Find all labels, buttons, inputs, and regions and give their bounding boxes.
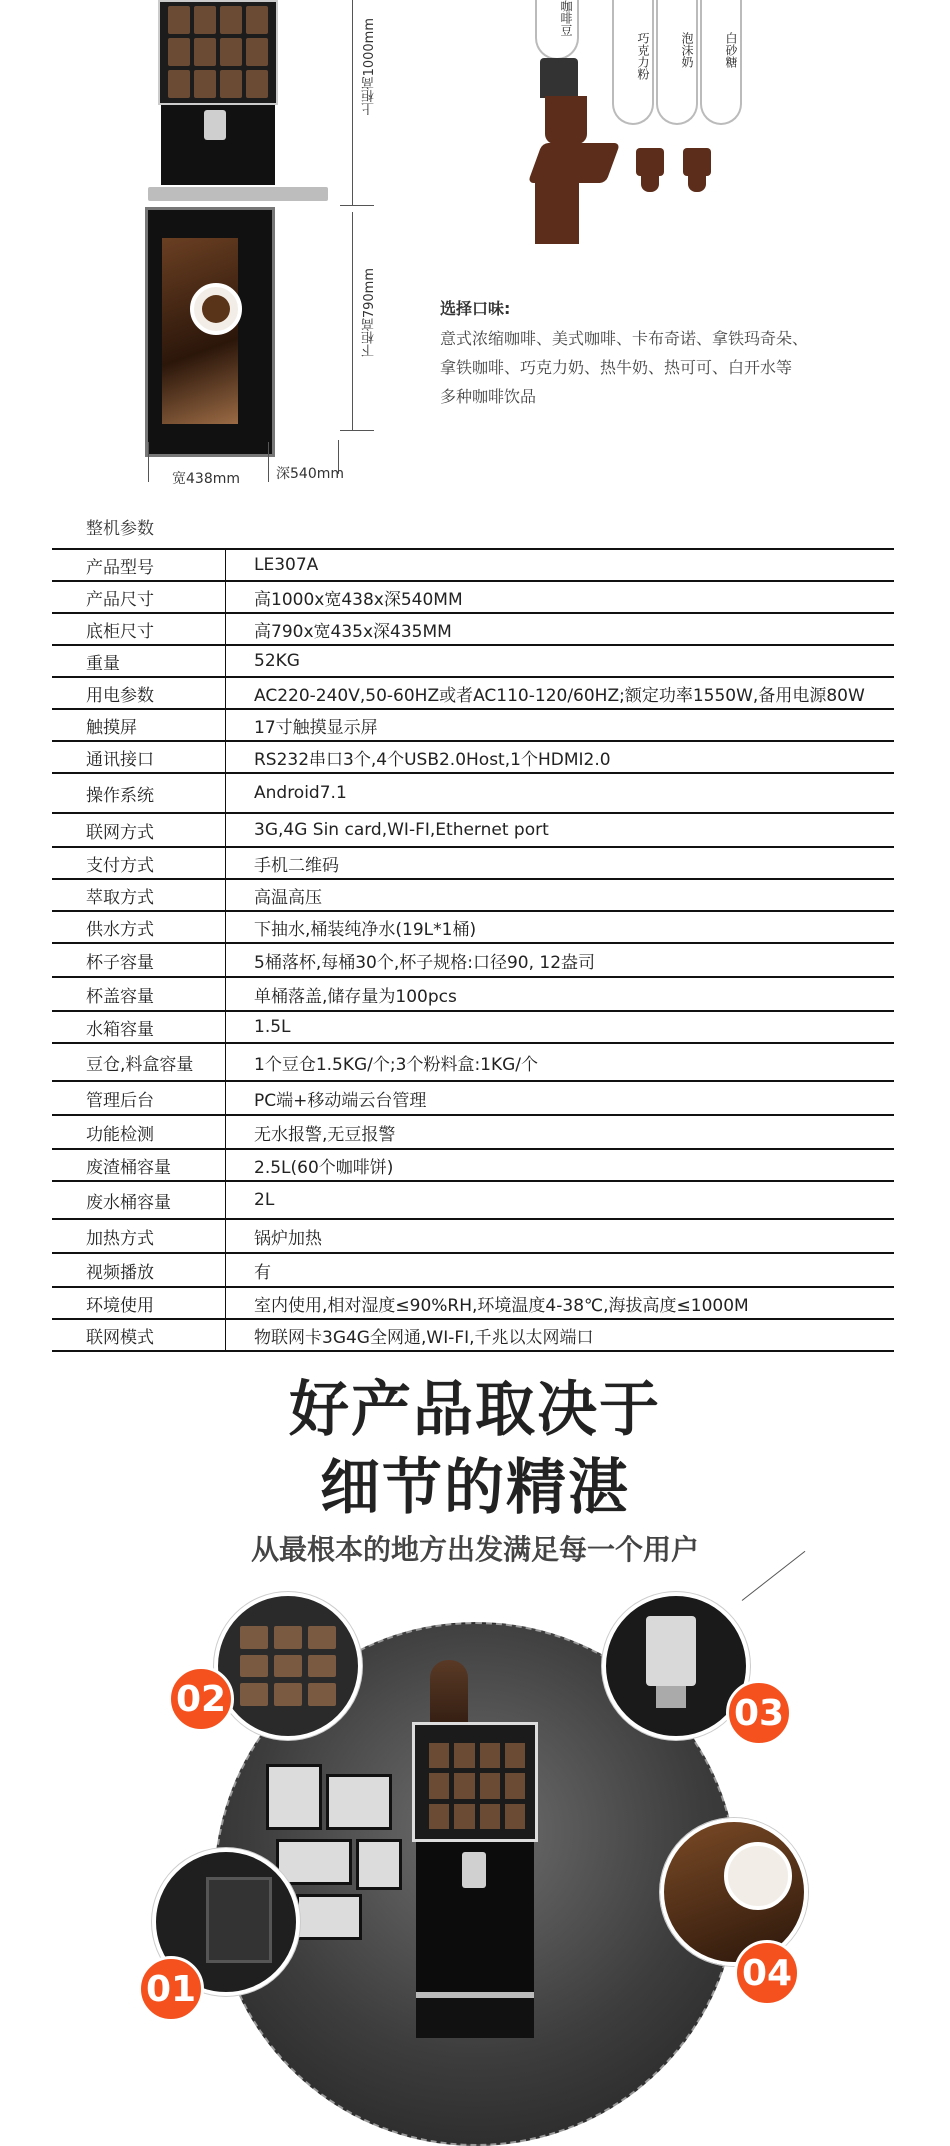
spec-row bbox=[52, 1012, 894, 1044]
spec-value: PC端+移动端云台管理 bbox=[254, 1090, 427, 1111]
spec-title: 整机参数 bbox=[86, 519, 154, 539]
headline-line-2: 细节的精湛 bbox=[320, 1453, 630, 1523]
mixer-outlet-icon bbox=[641, 176, 659, 192]
spec-label: 操作系统 bbox=[52, 774, 226, 812]
spec-value: 有 bbox=[254, 1262, 271, 1283]
spec-value: 单桶落盖,储存量为100pcs bbox=[254, 986, 457, 1007]
wall-frame bbox=[266, 1764, 322, 1830]
spec-value: 1个豆仓1.5KG/个;3个粉料盒:1KG/个 bbox=[254, 1054, 539, 1075]
coffee-cup-icon bbox=[190, 283, 242, 335]
showcase-cabinet bbox=[416, 1992, 534, 2038]
spec-label: 产品尺寸 bbox=[52, 582, 226, 612]
spec-label: 功能检测 bbox=[52, 1116, 226, 1148]
flavor-line: 多种咖啡饮品 bbox=[440, 387, 537, 406]
mixer-icon bbox=[683, 148, 711, 176]
spec-row bbox=[52, 646, 894, 678]
spec-row bbox=[52, 548, 894, 582]
spec-value: 2.5L(60个咖啡饼) bbox=[254, 1157, 394, 1178]
wall-frame bbox=[276, 1839, 352, 1885]
detail-coffee-circle bbox=[660, 1818, 808, 1966]
spec-row bbox=[52, 1044, 894, 1082]
spec-value: 17寸触摸显示屏 bbox=[254, 717, 378, 738]
width-label: 宽438mm bbox=[172, 471, 240, 487]
spec-label: 萃取方式 bbox=[52, 880, 226, 910]
brewer-icon bbox=[545, 96, 587, 144]
spec-value: 物联网卡3G4G全网通,WI-FI,千兆以太网端口 bbox=[254, 1327, 594, 1348]
showcase-machine bbox=[412, 1722, 538, 2025]
spec-row bbox=[52, 678, 894, 710]
spec-label: 底柜尺寸 bbox=[52, 614, 226, 644]
flavor-line: 拿铁咖啡、巧克力奶、热牛奶、热可可、白开水等 bbox=[440, 358, 793, 377]
spec-label: 产品型号 bbox=[52, 550, 226, 580]
spec-label: 加热方式 bbox=[52, 1220, 226, 1252]
sub-headline: 从最根本的地方出发满足每一个用户 bbox=[250, 1533, 699, 1566]
chocolate-label: 巧克力粉 bbox=[636, 32, 650, 80]
mixer-icon bbox=[636, 148, 664, 176]
dim-tick bbox=[268, 442, 269, 482]
spec-label: 供水方式 bbox=[52, 912, 226, 942]
spec-row bbox=[52, 1150, 894, 1182]
showcase-screen bbox=[412, 1722, 538, 1842]
lower-height-label: 下柜高790mm bbox=[362, 268, 377, 358]
spec-label: 杯盖容量 bbox=[52, 978, 226, 1010]
spec-value: AC220-240V,50-60HZ或者AC110-120/60HZ;额定功率1550W,备用电源80W bbox=[254, 685, 865, 706]
spec-label: 废渣桶容量 bbox=[52, 1150, 226, 1180]
dim-tick bbox=[340, 430, 374, 431]
beans-label: 咖啡豆 bbox=[559, 0, 573, 36]
dim-tick bbox=[148, 442, 149, 482]
spec-row bbox=[52, 582, 894, 614]
chocolate-canister bbox=[612, 0, 654, 125]
spec-row bbox=[52, 1254, 894, 1288]
spec-value: LE307A bbox=[254, 555, 319, 575]
spec-row bbox=[52, 1320, 894, 1352]
wall-frame bbox=[296, 1894, 362, 1940]
spec-row bbox=[52, 742, 894, 774]
funnel-icon bbox=[528, 143, 621, 183]
spec-label: 杯子容量 bbox=[52, 944, 226, 976]
cabinet-shelf bbox=[148, 187, 328, 201]
badge-04: 04 bbox=[734, 1940, 800, 2006]
mixer-outlet-icon bbox=[688, 176, 706, 192]
spec-row bbox=[52, 848, 894, 880]
spec-value: 下抽水,桶装纯净水(19L*1桶) bbox=[254, 919, 477, 940]
chute-icon bbox=[535, 180, 579, 244]
spec-value: 高790x宽435x深435MM bbox=[254, 621, 452, 642]
badge-03: 03 bbox=[726, 1680, 792, 1746]
dim-tick bbox=[340, 205, 374, 206]
spec-row bbox=[52, 912, 894, 944]
sugar-label: 白砂糖 bbox=[724, 32, 738, 68]
spec-row bbox=[52, 1220, 894, 1254]
spec-label: 水箱容量 bbox=[52, 1012, 226, 1042]
spec-value: 无水报警,无豆报警 bbox=[254, 1124, 396, 1145]
spec-value: 室内使用,相对湿度≤90%RH,环境温度4-38℃,海拔高度≤1000M bbox=[254, 1295, 749, 1316]
sugar-canister bbox=[700, 0, 742, 125]
spec-row bbox=[52, 614, 894, 646]
upper-height-label: 上柜高1000mm bbox=[362, 18, 377, 116]
machine-upper-cabinet bbox=[158, 0, 278, 200]
spec-row bbox=[52, 944, 894, 978]
spec-label: 联网模式 bbox=[52, 1320, 226, 1350]
nozzle-icon bbox=[462, 1852, 486, 1888]
badge-01: 01 bbox=[138, 1956, 204, 2022]
spec-value: 2L bbox=[254, 1190, 275, 1210]
spec-label: 视频播放 bbox=[52, 1254, 226, 1286]
wall-frame bbox=[356, 1839, 402, 1890]
spec-row bbox=[52, 1082, 894, 1116]
flavor-line: 意式浓缩咖啡、美式咖啡、卡布奇诺、拿铁玛奇朵、 bbox=[440, 329, 809, 348]
upper-height-line bbox=[352, 0, 353, 205]
spec-label: 重量 bbox=[52, 646, 226, 676]
spec-label: 废水桶容量 bbox=[52, 1182, 226, 1218]
milk-label: 泡沫奶 bbox=[680, 32, 694, 68]
coffee-art-image bbox=[162, 238, 238, 424]
spec-value: 手机二维码 bbox=[254, 855, 339, 876]
beans-canister bbox=[535, 0, 579, 60]
spec-label: 管理后台 bbox=[52, 1082, 226, 1114]
machine-lower-cabinet bbox=[145, 207, 275, 457]
spec-value: 1.5L bbox=[254, 1017, 291, 1037]
wall-frame bbox=[326, 1774, 392, 1830]
flavor-title: 选择口味: bbox=[440, 299, 511, 318]
spec-label: 用电参数 bbox=[52, 678, 226, 708]
spec-value: 锅炉加热 bbox=[254, 1228, 322, 1249]
spec-value: 52KG bbox=[254, 651, 300, 671]
lower-height-line bbox=[352, 212, 353, 430]
spec-label: 支付方式 bbox=[52, 848, 226, 878]
nozzle-icon bbox=[204, 110, 226, 140]
detail-screen-circle bbox=[214, 1592, 362, 1740]
spec-value: RS232串口3个,4个USB2.0Host,1个HDMI2.0 bbox=[254, 749, 611, 770]
spec-label: 环境使用 bbox=[52, 1288, 226, 1318]
spec-row bbox=[52, 1116, 894, 1150]
spec-value: 5桶落杯,每桶30个,杯子规格:口径90, 12盎司 bbox=[254, 952, 596, 973]
grinder-icon bbox=[540, 58, 578, 98]
spec-row bbox=[52, 710, 894, 742]
headline-line-1: 好产品取决于 bbox=[289, 1375, 661, 1445]
spec-row bbox=[52, 880, 894, 912]
spec-label: 联网方式 bbox=[52, 814, 226, 846]
spec-label: 通讯接口 bbox=[52, 742, 226, 772]
spec-label: 豆仓,料盒容量 bbox=[52, 1044, 226, 1080]
spec-value: 高1000x宽438x深540MM bbox=[254, 589, 463, 610]
spec-row bbox=[52, 1288, 894, 1320]
touch-screen bbox=[158, 0, 278, 105]
depth-label: 深540mm bbox=[276, 466, 344, 482]
spec-table bbox=[52, 548, 894, 1352]
spec-value: 高温高压 bbox=[254, 887, 322, 908]
spec-value: Android7.1 bbox=[254, 783, 347, 803]
spec-row bbox=[52, 1182, 894, 1220]
badge-02: 02 bbox=[168, 1666, 234, 1732]
spec-label: 触摸屏 bbox=[52, 710, 226, 740]
milk-canister bbox=[656, 0, 698, 125]
spec-row bbox=[52, 774, 894, 814]
spec-row bbox=[52, 814, 894, 848]
spec-value: 3G,4G Sin card,WI-FI,Ethernet port bbox=[254, 820, 549, 840]
spec-row bbox=[52, 978, 894, 1012]
